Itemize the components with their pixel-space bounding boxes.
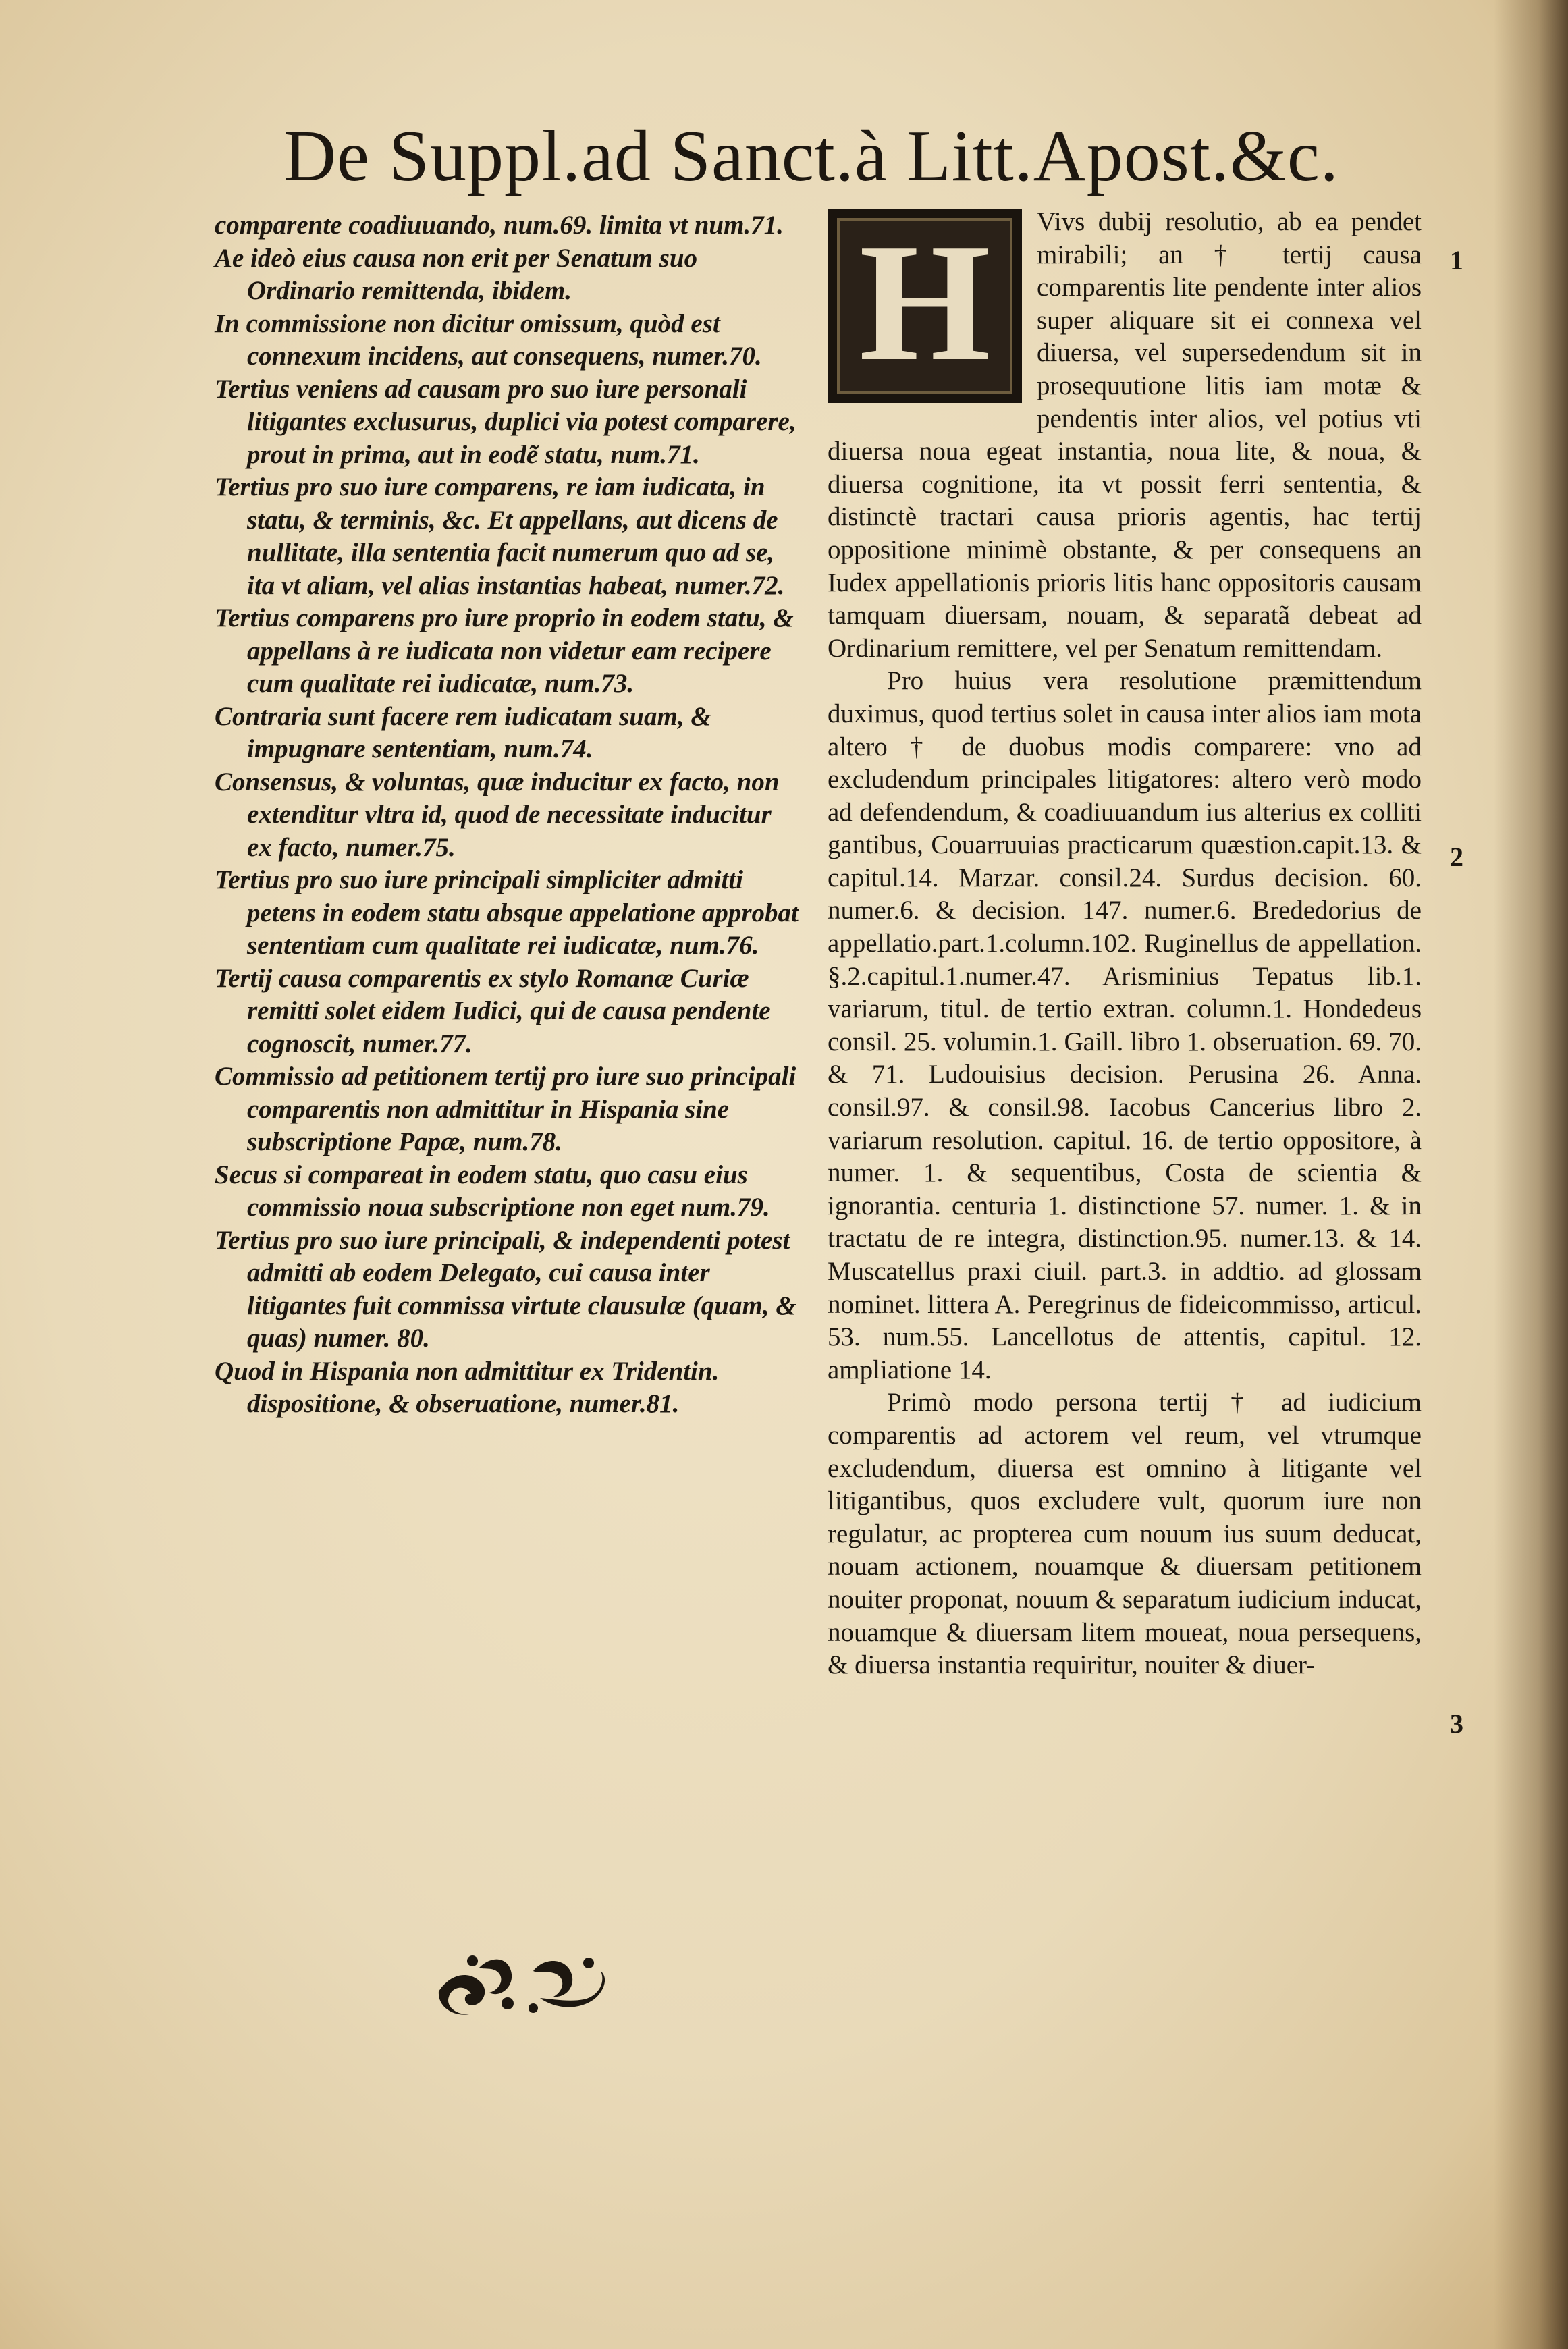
printers-ornament <box>432 1944 614 2025</box>
index-entry: In commissione non dicitur omissum, quòd est connexum incidens, aut consequens, numer.70. <box>215 308 762 371</box>
body-paragraph: Pro huius vera resolutione præmittendum duximus, quod tertius solet in causa inter alios iam mota altero † de duobus modis comparere: vno ad excludendum principales litigatores: altero verò modo ad defendendum, & coadiuuandum ius alterius ex colliti gantibus, Couarruuias practicarum quæstion.capit.13. & capitul.14. Marzar. consil.24. Surdus decision. 60. numer.6. & decision. 147. numer.6. Brededorius de appellatio.part.1.column.102. Ruginellus de appellation. §.2.capitul.1.numer.47. Arisminius Tepatus lib.1. variarum, titul. de tertio extran. column.1. Hondedeus consil. 25. volumin.1. Gaill. libro 1. obseruation. 69. 70. & 71. Ludouisius decision. Perusina 26. Anna. consil.97. & consil.98. Iacobus Cancerius libro 2. variarum resolution. capitul. 16. de tertio oppositore, à numer. 1. & sequentibus, Costa de scientia & ignorantia. centuria 1. distinctione 57. numer. 1. & in tractatu de re integra, distinction.95. numer.13. & 14. Muscatellus praxi ciuil. part.3. in addtio. ad glossam nominet. littera A. Peregrinus de fideicommisso, articul. 53. num.55. Lancellotus de attentis, capitul. 12. ampliatione 14. <box>828 666 1422 1384</box>
index-entry: comparente coadiuuando, num.69. limita vt num.71. <box>215 211 784 240</box>
index-entry: Tertius comparens pro iure proprio in eodem statu, & appellans à re iudicata non videtur eam recipere cum qualitate rei iudicatæ, num.73. <box>215 603 794 698</box>
index-entry: Ae ideò eius causa non erit per Senatum suo Ordinario remittenda, ibidem. <box>215 243 698 305</box>
body-paragraph: Vivs dubij resolutio, ab ea pendet mirabili; an † tertij causa comparentis lite pendente inter alios super aliquare sit ei connexa vel diuersa, vel supersedendum sit in prosequutione litis iam motæ & pendentis inter alios, vel potius vti diuersa noua egeat instantia, noua lite, & noua, & diuersa cognitione, ita vt possit ferri sententia, & distinctè tractari causa prioris agentis, hac tertij oppositione minimè obstante, & per consequens an Iudex appellationis prioris litis hanc oppositoris causam tamquam diuersam, nouam, & separatã debeat ad Ordinarium remittere, vel per Senatum remittendam. <box>828 207 1422 663</box>
body-column <box>828 206 1422 1682</box>
body-paragraph: Primò modo persona tertij † ad iudicium comparentis ad actorem vel reum, vel vtrumque excludendum, diuersa est omnino à litigante vel litigantibus, quos excludere vult, quorum iure non regulatur, ac propterea cum nouum ius suum deducat, nouam actionem, nouamque & diuersam petitionem nouiter proponat, nouum & separatum iudicium inducat, nouamque & diuersam litem moueat, noua persequens, & diuersa instantia requiritur, nouiter & diuer- <box>828 1388 1422 1680</box>
running-header: De Suppl.ad Sanct.à Litt.Apost.&c. <box>283 116 1339 196</box>
index-entry: Tertij causa comparentis ex stylo Romanæ Curiæ remitti solet eidem Iudici, qui de causa pendente cognoscit, numer.77. <box>215 963 771 1058</box>
page-spine-shadow <box>1494 0 1568 2349</box>
index-entry: Contraria sunt facere rem iudicatam suam, & impugnare sententiam, num.74. <box>215 701 711 763</box>
margin-marker: 1 <box>1450 245 1463 275</box>
decorated-initial <box>828 209 1022 403</box>
index-entry: Quod in Hispania non admittitur ex Tridentin. dispositione, & obseruatione, numer.81. <box>215 1356 720 1418</box>
index-entry: Tertius veniens ad causam pro suo iure personali litigantes exclusurus, duplici via potest comparere, prout in prima, aut in eodẽ statu, num.71. <box>215 374 796 469</box>
index-entry: Tertius pro suo iure comparens, re iam iudicata, in statu, & terminis, &c. Et appellans, aut dicens de nullitate, illa sententia facit numerum quo ad se, ita vt aliam, vel alias instantias habeat, numer.72. <box>215 473 785 600</box>
index-entry: Consensus, & voluntas, quæ inducitur ex facto, non extenditur vltra id, quod de necessitate inducitur ex facto, numer.75. <box>215 767 780 862</box>
index-entry: Commissio ad petitionem tertij pro iure suo principali comparentis non admittitur in Hispania sine subscriptione Papæ, num.78. <box>215 1062 796 1156</box>
margin-marker: 2 <box>1450 842 1463 872</box>
index-entry: Secus si compareat in eodem statu, quo casu eius commissio noua subscriptione non eget num.79. <box>215 1160 770 1222</box>
index-entry: Tertius pro suo iure principali simpliciter admitti petens in eodem statu absque appelatione approbat sententiam cum qualitate rei iudicatæ, num.76. <box>215 865 799 960</box>
index-column <box>215 209 802 1421</box>
initial-letter: H <box>859 209 991 396</box>
margin-marker: 3 <box>1450 1708 1463 1739</box>
index-entry: Tertius pro suo iure principali, & independenti potest admitti ab eodem Delegato, cui causa inter litigantes fuit commissa virtute clausulæ (quam, & quas) numer. 80. <box>215 1225 796 1353</box>
